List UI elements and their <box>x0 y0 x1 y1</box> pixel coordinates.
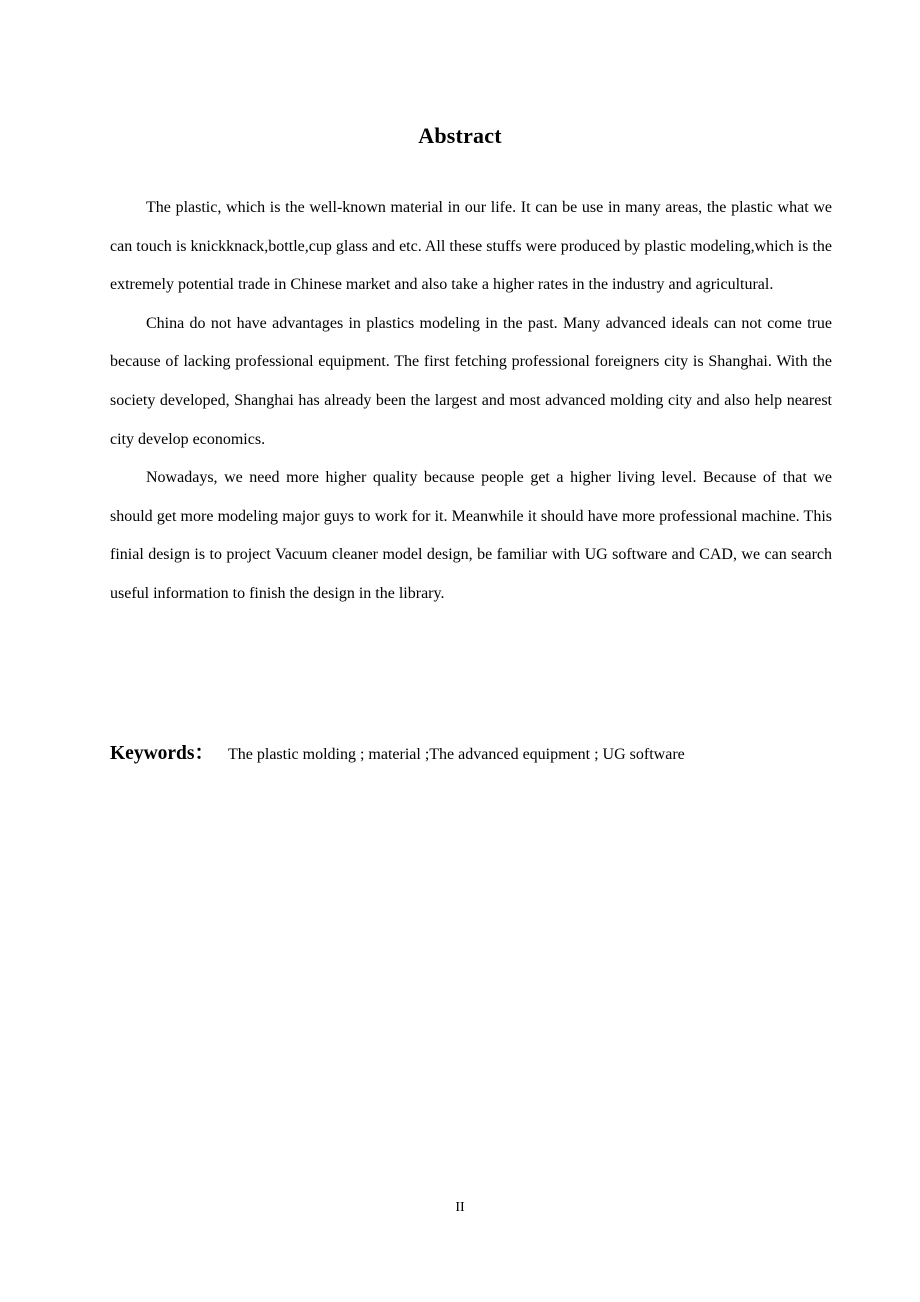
abstract-paragraph-2: China do not have advantages in plastics modeling in the past. Many advanced ideals can not come true because of lacking professional equipment. The first fetching professional foreigners city is Shanghai. With the society developed, Shanghai has already been the largest and most advanced molding city and also help nearest city develop economics. <box>110 314 832 448</box>
page-number: II <box>455 1200 465 1215</box>
abstract-paragraph-3: Nowadays, we need more higher quality because people get a higher living level. Because of that we should get more modeling major guys to work for it. Meanwhile it should have more professional machine. This finial design is to project Vacuum cleaner model design, be familiar with UG software and CAD, we can search useful information to finish the design in the library. <box>110 469 832 602</box>
abstract-body <box>110 189 832 614</box>
abstract-paragraph-1: The plastic, which is the well-known material in our life. It can be use in many areas, the plastic what we can touch is knickknack,bottle,cup glass and etc. All these stuffs were produced by plastic modeling,which is the extremely potential trade in Chinese market and also take a higher rates in the industry and agricultural. <box>110 199 832 294</box>
keywords-label: Keywords： <box>110 743 214 764</box>
keywords-line <box>110 739 832 770</box>
keywords-list: The plastic molding ; material ;The advanced equipment ; UG software <box>228 746 685 763</box>
abstract-title: Abstract <box>418 123 502 148</box>
